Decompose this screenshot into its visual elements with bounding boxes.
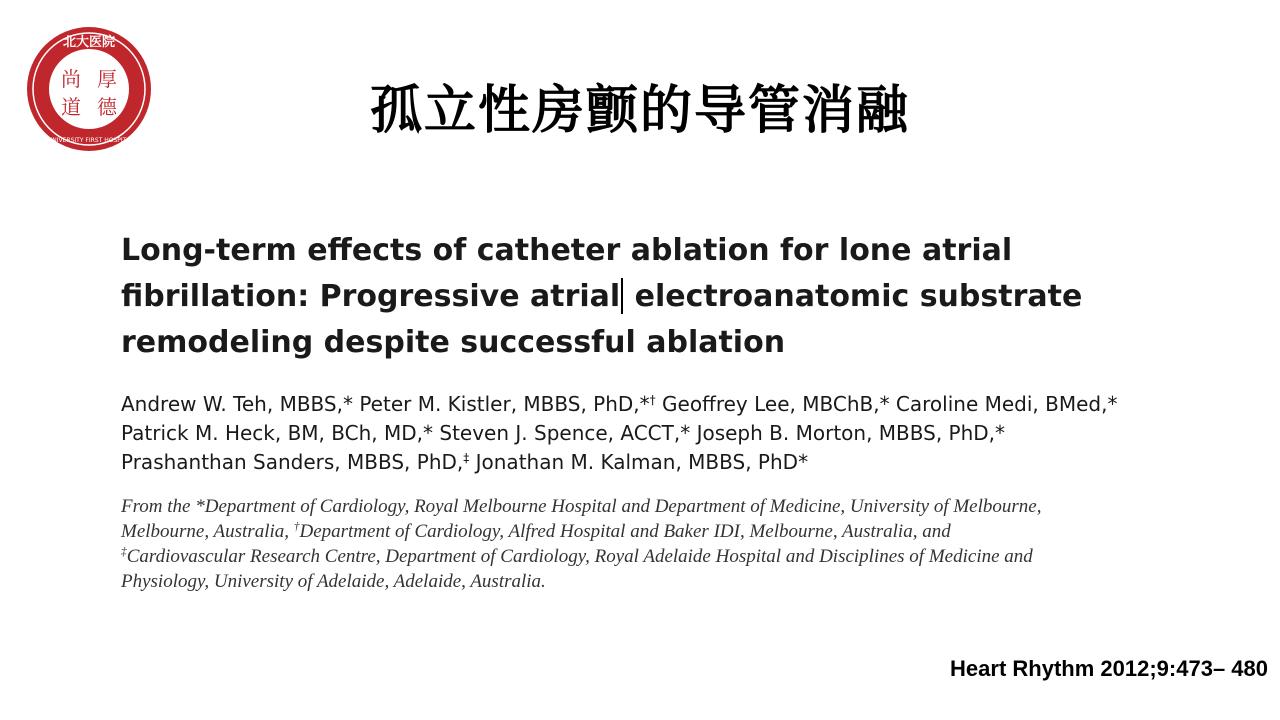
paper-title bbox=[121, 228, 1121, 366]
affiliation-line-2 bbox=[121, 519, 1201, 544]
author-text: Jonathan M. Kalman, MBBS, PhD* bbox=[469, 450, 809, 474]
text-cursor bbox=[621, 278, 623, 314]
affiliation-line-3 bbox=[121, 544, 1201, 569]
affiliation-text: Department of Cardiology, Alfred Hospital and Baker IDI, Melbourne, Australia, and bbox=[299, 521, 951, 542]
author-sup: ‡ bbox=[463, 450, 470, 465]
logo-name: 北大医院 bbox=[62, 35, 116, 50]
citation: Heart Rhythm 2012;9:473– 480 bbox=[950, 656, 1268, 681]
author-text: Geoffrey Lee, MBChB,* Caroline Medi, BMed,* bbox=[655, 392, 1118, 416]
affiliation-sup: † bbox=[293, 521, 300, 534]
paper-title-line-2-b: electroanatomic substrate bbox=[624, 279, 1083, 314]
affiliation-line-1: From the *Department of Cardiology, Royal Melbourne Hospital and Department of Medicine, University of Melbourne, bbox=[121, 496, 1042, 517]
paper-title-line-1: Long-term effects of catheter ablation for lone atrial bbox=[121, 233, 1013, 268]
affiliation-text: Melbourne, Australia, bbox=[121, 521, 294, 542]
slide-title: 孤立性房颤的导管消融 bbox=[369, 80, 910, 141]
logo-motto-1: 尚 bbox=[61, 67, 81, 91]
author-line-2: Patrick M. Heck, BM, BCh, MD,* Steven J. Spence, ACCT,* Joseph B. Morton, MBBS, PhD,* bbox=[121, 421, 1006, 445]
logo-motto-3: 道 bbox=[61, 95, 81, 119]
affiliations bbox=[121, 494, 1201, 594]
affiliation-sup: ‡ bbox=[121, 546, 127, 559]
paper-title-line-3: remodeling despite successful ablation bbox=[121, 325, 786, 360]
author-line-1 bbox=[121, 390, 1201, 419]
author-text: Prashanthan Sanders, MBBS, PhD, bbox=[121, 450, 464, 474]
paper-title-line-2-a: fibrillation: Progressive atrial bbox=[121, 279, 621, 314]
paper-title-line-2 bbox=[121, 274, 1121, 320]
logo-motto-4: 德 bbox=[97, 95, 117, 119]
affiliation-line-4: Physiology, University of Adelaide, Adelaide, Australia. bbox=[121, 571, 546, 592]
author-sup: † bbox=[649, 392, 656, 407]
logo-motto-2: 厚 bbox=[97, 67, 117, 91]
author-list bbox=[121, 390, 1201, 477]
logo-ring-text: PEKING UNIVERSITY FIRST HOSPITAL .1915. bbox=[24, 137, 154, 144]
author-line-3 bbox=[121, 448, 1201, 477]
affiliation-text: Cardiovascular Research Centre, Department of Cardiology, Royal Adelaide Hospital and Disciplines of Medicine and bbox=[126, 546, 1033, 567]
author-text: Andrew W. Teh, MBBS,* Peter M. Kistler, MBBS, PhD,* bbox=[121, 392, 650, 416]
